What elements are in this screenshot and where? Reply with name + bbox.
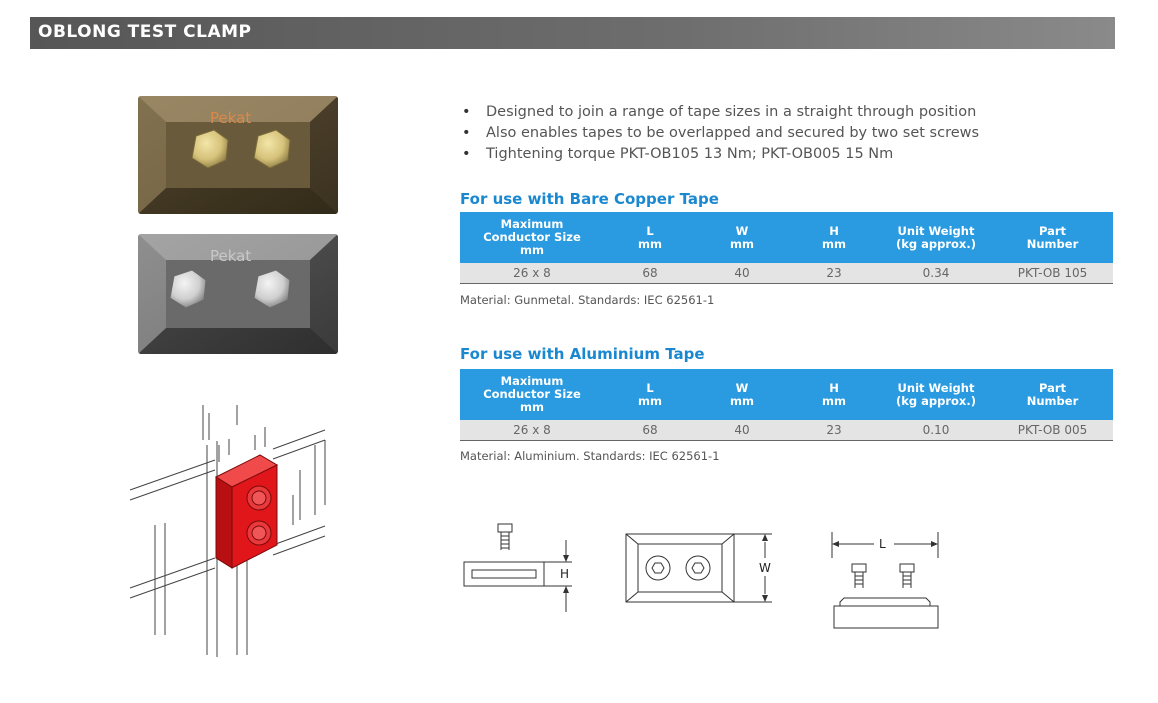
header-weight: Unit Weight (kg approx.) xyxy=(880,212,992,263)
cell-part: PKT-OB 105 xyxy=(992,263,1113,284)
installation-illustration xyxy=(125,405,330,660)
header-height: H mm xyxy=(788,369,880,420)
cell-conductor: 26 x 8 xyxy=(460,420,604,441)
cell-part: PKT-OB 005 xyxy=(992,420,1113,441)
header-banner xyxy=(30,17,1115,49)
front-view-drawing xyxy=(826,530,946,632)
cell-conductor: 26 x 8 xyxy=(460,263,604,284)
aluminium-section-title: For use with Aluminium Tape xyxy=(460,345,705,363)
header-width: W mm xyxy=(696,212,788,263)
cell-height: 23 xyxy=(788,420,880,441)
header-weight: Unit Weight (kg approx.) xyxy=(880,369,992,420)
copper-section-title: For use with Bare Copper Tape xyxy=(460,190,719,208)
gunmetal-clamp-photo xyxy=(138,96,338,214)
page-title: OBLONG TEST CLAMP xyxy=(38,22,252,42)
brand-mark: Pekat xyxy=(210,247,252,265)
top-view-drawing xyxy=(622,530,782,610)
cell-weight: 0.34 xyxy=(880,263,992,284)
header-height: H mm xyxy=(788,212,880,263)
feature-item: • Designed to join a range of tape sizes in a straight through position xyxy=(462,102,979,123)
feature-item: • Tightening torque PKT-OB105 13 Nm; PKT-OB005 15 Nm xyxy=(462,144,979,165)
table-row xyxy=(460,263,1113,284)
aluminium-material-note: Material: Aluminium. Standards: IEC 62561-1 xyxy=(460,449,720,463)
cell-length: 68 xyxy=(604,420,696,441)
feature-item: • Also enables tapes to be overlapped and secured by two set screws xyxy=(462,123,979,144)
dimension-label-h: H xyxy=(560,567,570,581)
header-length: L mm xyxy=(604,369,696,420)
table-row xyxy=(460,420,1113,441)
header-part: Part Number xyxy=(992,369,1113,420)
table-header-row xyxy=(460,369,1113,420)
copper-spec-table xyxy=(460,212,1113,284)
cell-height: 23 xyxy=(788,263,880,284)
dimension-label-l: L xyxy=(879,537,886,551)
header-conductor: Maximum Conductor Size mm xyxy=(460,212,604,263)
cell-length: 68 xyxy=(604,263,696,284)
side-view-drawing xyxy=(462,520,582,620)
cell-width: 40 xyxy=(696,263,788,284)
cell-weight: 0.10 xyxy=(880,420,992,441)
header-conductor: Maximum Conductor Size mm xyxy=(460,369,604,420)
aluminium-clamp-photo xyxy=(138,234,338,354)
header-width: W mm xyxy=(696,369,788,420)
brand-mark: Pekat xyxy=(210,109,252,127)
aluminium-spec-table xyxy=(460,369,1113,441)
feature-list xyxy=(462,102,979,165)
copper-material-note: Material: Gunmetal. Standards: IEC 62561-1 xyxy=(460,293,715,307)
cell-width: 40 xyxy=(696,420,788,441)
table-header-row xyxy=(460,212,1113,263)
header-length: L mm xyxy=(604,212,696,263)
dimension-label-w: W xyxy=(759,561,771,575)
header-part: Part Number xyxy=(992,212,1113,263)
